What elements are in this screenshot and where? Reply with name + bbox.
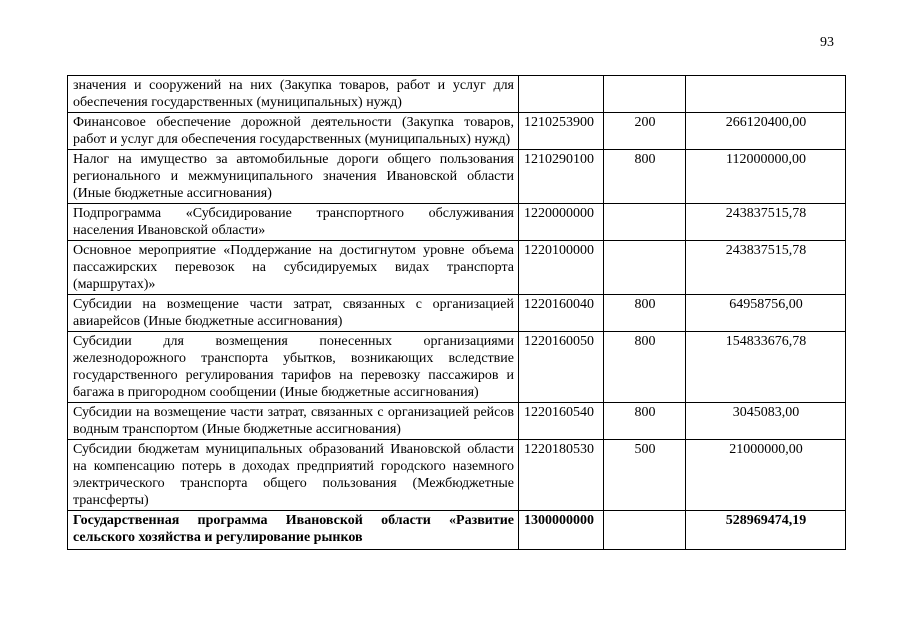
row-name: Субсидии для возмещения понесенных организациями железнодорожного транспорта убытков, возникающих вследствие государственного регулирования тарифов на перевозку пассажиров и багажа в пригородном сообщении (Иные бюджетные ассигнования) [68,332,519,403]
budget-table [67,75,846,550]
row-sum: 154833676,78 [686,332,846,403]
table-row [68,440,846,511]
row-name: Субсидии на возмещение части затрат, связанных с организацией авиарейсов (Иные бюджетные ассигнования) [68,295,519,332]
row-expense-type: 500 [604,440,686,511]
row-name: Субсидии на возмещение части затрат, связанных с организацией рейсов водным транспортом (Иные бюджетные ассигнования) [68,403,519,440]
table-row [68,204,846,241]
row-name [68,511,519,550]
row-code: 1220100000 [519,241,604,295]
row-sum: 528969474,19 [686,511,846,550]
row-expense-type: 800 [604,295,686,332]
row-code: 1300000000 [519,511,604,550]
row-expense-type [604,241,686,295]
row-code: 1220160540 [519,403,604,440]
row-sum: 64958756,00 [686,295,846,332]
table-row [68,332,846,403]
row-name: Подпрограмма «Субсидирование транспортного обслуживания населения Ивановской области» [68,204,519,241]
row-code: 1210253900 [519,113,604,150]
row-sum [686,76,846,113]
row-code: 1220160050 [519,332,604,403]
row-code [519,76,604,113]
row-expense-type [604,76,686,113]
row-name: Основное мероприятие «Поддержание на достигнутом уровне объема пассажирских перевозок на субсидируемых видах транспорта (маршрутах)» [68,241,519,295]
table-row [68,295,846,332]
row-sum: 243837515,78 [686,241,846,295]
row-name: Финансовое обеспечение дорожной деятельности (Закупка товаров, работ и услуг для обеспечения государственных (муниципальных) нужд) [68,113,519,150]
row-expense-type [604,511,686,550]
row-name: Налог на имущество за автомобильные дороги общего пользования регионального и межмуниципального значения Ивановской области (Иные бюджетные ассигнования) [68,150,519,204]
row-expense-type [604,204,686,241]
table-row [68,113,846,150]
row-code: 1220180530 [519,440,604,511]
row-sum: 243837515,78 [686,204,846,241]
row-name: значения и сооружений на них (Закупка товаров, работ и услуг для обеспечения государственных (муниципальных) нужд) [68,76,519,113]
table-row [68,511,846,550]
row-sum: 266120400,00 [686,113,846,150]
table-row [68,241,846,295]
row-name-text: Государственная программа Ивановской области «Развитие сельского хозяйства и регулирование рынков [73,513,514,545]
row-expense-type: 800 [604,150,686,204]
row-code: 1220160040 [519,295,604,332]
row-expense-type: 800 [604,332,686,403]
row-expense-type: 800 [604,403,686,440]
row-code: 1210290100 [519,150,604,204]
table-row [68,76,846,113]
row-sum: 3045083,00 [686,403,846,440]
row-expense-type: 200 [604,113,686,150]
row-sum: 112000000,00 [686,150,846,204]
row-name: Субсидии бюджетам муниципальных образований Ивановской области на компенсацию потерь в доходах предприятий городского наземного электрического транспорта общего пользования (Межбюджетные трансферты) [68,440,519,511]
table-row [68,150,846,204]
row-code: 1220000000 [519,204,604,241]
table-row [68,403,846,440]
row-sum: 21000000,00 [686,440,846,511]
page-number: 93 [820,35,834,50]
